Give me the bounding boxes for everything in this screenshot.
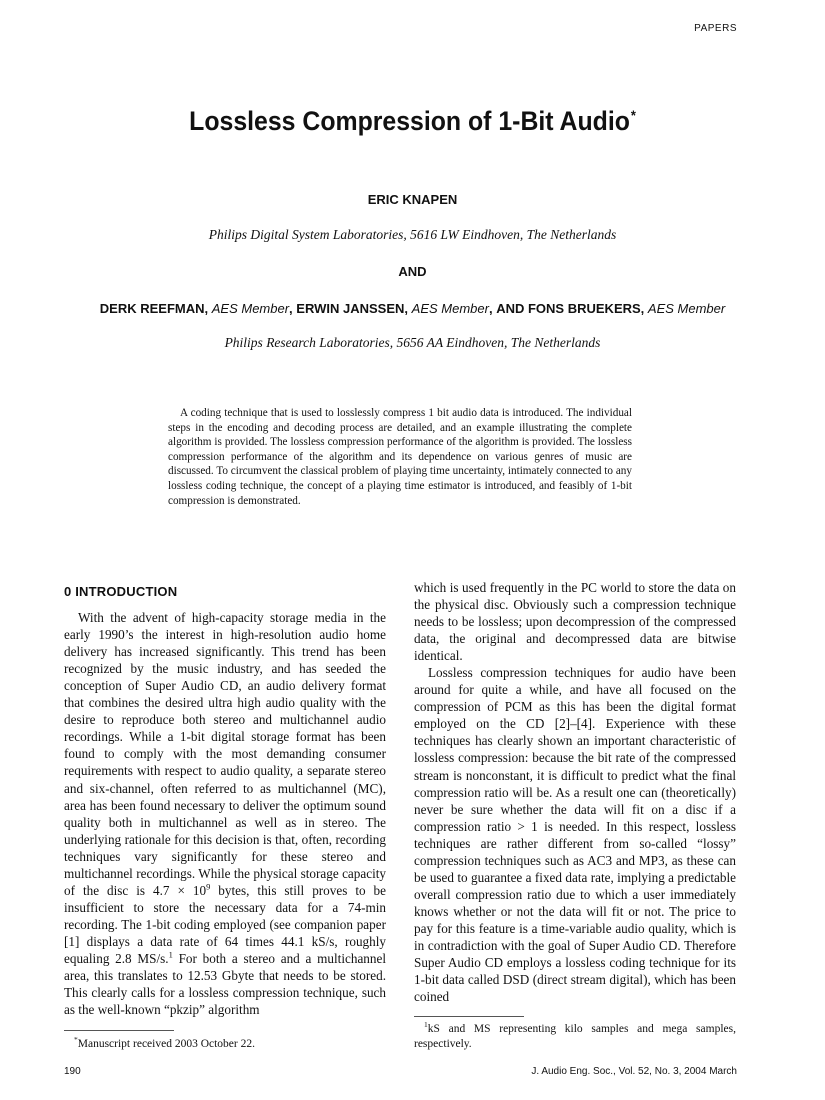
authors-and: AND [398,264,427,279]
footnote-text: Manuscript received 2003 October 22. [77,1038,255,1050]
intro-paragraph [64,609,386,1018]
first-affiliation: Philips Digital System Laboratories, 5616 LW Eindhoven, The Netherlands [208,227,617,242]
author-separator: , [289,301,293,316]
footnote-divider [64,1030,174,1031]
author-name: ERWIN JANSSEN, [296,301,409,316]
body-paragraph: Lossless compression techniques for audio have been around for quite a while, and have all focused on the compression of PCM as this has been the digital format employed on the CD [2]–[4]. Experience with these techniques has clearly shown an important characteristic of lossless compression: because the bit rate of the compressed stream is nonconstant, it is difficult to predict what the final compression ratio will be. As a result one can (theoretically) never be sure whether the data will fit on a disc if a compression ratio > 1 is needed. In this respect, lossless techniques are rather different from so-called “lossy” compression techniques such as AC3 and MP3, as these can be used to guarantee a fixed data rate, implying a predictable overall compression ratio due to which a user immediately knows whether or not the data will fit or not. The price to pay for this feature is a time-variable audio quality, which is in contradiction with the goal of Super Audio CD. Therefore Super Audio CD employs a lossless coding technique for its 1-bit data called DSD (direct stream digital), which has been coined [414,665,736,1005]
section-heading: 0 INTRODUCTION [64,584,178,599]
left-column [64,579,386,1018]
paragraph-text: With the advent of high-capacity storage media in the early 1990’s the interest in high-resolution audio home delivery has increased significantly. This trend has been recognized by the music industry, and has seeded the conception of Super Audio CD, an audio delivery format that combines the desired ultra high audio quality with the desire to reproduce both stereo and multichannel audio recordings. While a 1-bit digital storage format has been found to comply with the most demanding consumer requirements with respect to audio quality, a separate stereo and six-channel, often referred to as multichannel (MC), area has been found necessary to deliver the optimum sound quality both in multichannel as well as in stereo. The underlying rationale for this decision is that, often, recording techniques vary significantly for these stereo and multichannel recordings. While the physical storage capacity of the disc is 4.7 × 10 [64,610,386,898]
author-role: AES Member [411,301,489,316]
author-name: DERK REEFMAN, [99,301,209,316]
continued-paragraph: which is used frequently in the PC world to store the data on the physical disc. Obviously such a compression technique needs to be lossless; upon decompression of the compressed data, the original and decompressed data are bitwise identical. [414,580,736,664]
author-group [0,301,825,316]
paper-title [33,106,792,137]
right-column [414,579,736,1005]
title-footnote-mark: * [630,107,636,123]
page-number: 190 [64,1066,81,1077]
manuscript-footnote [64,1037,386,1052]
footnote-mark: 1 [424,1020,428,1030]
second-affiliation: Philips Research Laboratories, 5656 AA Eindhoven, The Netherlands [224,335,601,350]
first-author: ERIC KNAPEN [367,192,458,207]
footnote-text: kS and MS representing kilo samples and mega samples, respectively. [414,1023,736,1050]
exponent: 9 [206,881,211,892]
running-head: PAPERS [694,23,737,34]
abstract: A coding technique that is used to losslessly compress 1 bit audio data is introduced. The individual steps in the encoding and decoding process are detailed, and an example illustrating the complete algorithm is provided. The lossless compression performance of the algorithm is provided. The lossless compression performance of the algorithm and its dependence on various genres of music are discussed. To circumvent the classical problem of playing time uncertainty, intimately connected to any lossless coding technique, the concept of a playing time estimator is introduced, and feasibly of 1-bit compression is demonstrated. [168,407,632,507]
footnote-mark: * [74,1035,78,1045]
author-name: AND FONS BRUEKERS, [496,301,645,316]
footnote-ref: 1 [168,949,173,960]
author-separator: , [488,301,493,316]
author-role: AES Member [211,301,290,316]
footnote-divider [414,1016,524,1017]
paragraph-text: bytes, this still proves to be insufficient to store the necessary data for a 74-min recording. The 1-bit coding employed (see companion paper [1] displays a data rate of 64 times 44.1 kS/s, roughly equaling 2.8 MS/s. [64,882,386,966]
journal-citation: J. Audio Eng. Soc., Vol. 52, No. 3, 2004 March [531,1066,737,1077]
paragraph-text: For both a stereo and a multichannel area, this translates to 12.53 Gbyte that needs to be stored. This clearly calls for a lossless compression technique, such as the well-known “pkzip” algorithm [64,950,386,1018]
author-role: AES Member [647,301,726,316]
footnote-1 [414,1022,736,1052]
title-text: Lossless Compression of 1-Bit Audio [189,106,630,136]
